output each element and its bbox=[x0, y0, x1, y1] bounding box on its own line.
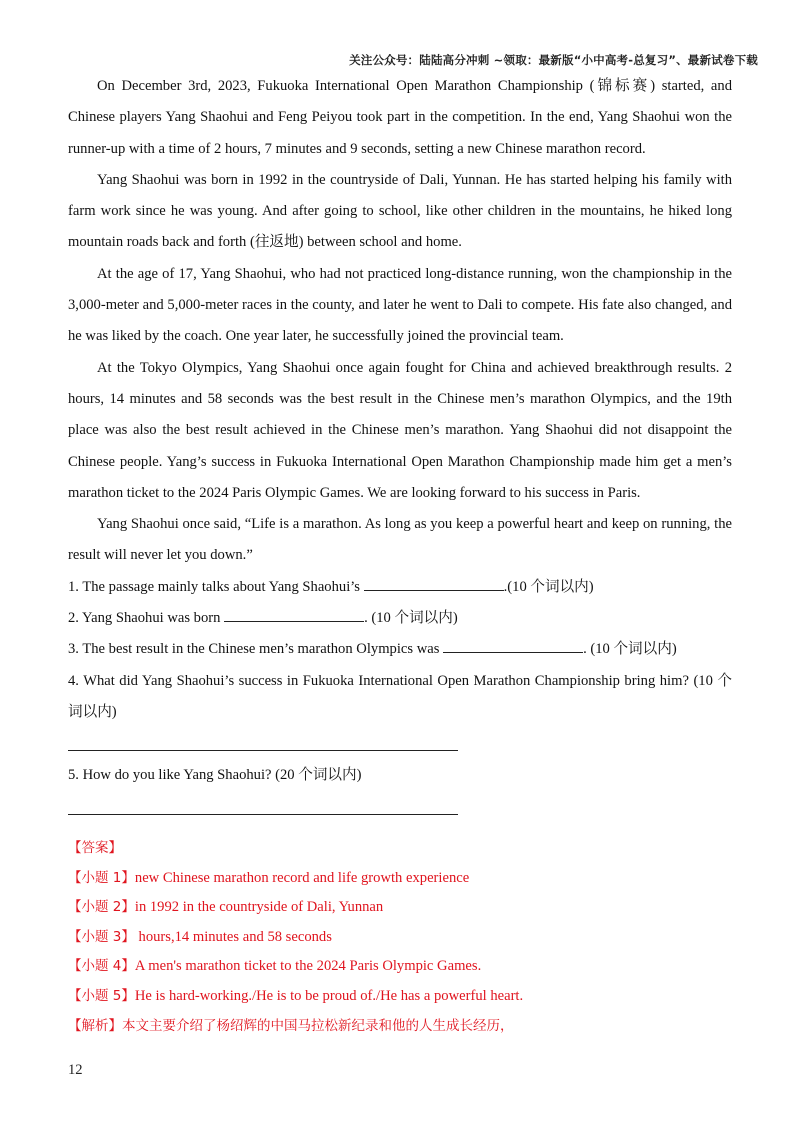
answer-2-text: in 1992 in the countryside of Dali, Yunnan bbox=[134, 899, 384, 916]
answer-5 bbox=[68, 982, 732, 1012]
page-header: 关注公众号：陆陆高分冲刺 ~领取：最新版“小中高考-总复习”、最新试卷下载 bbox=[349, 53, 758, 67]
answer-heading bbox=[68, 834, 732, 864]
question-3-blank[interactable] bbox=[443, 637, 583, 653]
answer-heading-text: 【答案】 bbox=[68, 840, 122, 856]
analysis-tag: 【解析】 bbox=[68, 1017, 122, 1034]
answer-5-tag: 【小题 5】 bbox=[68, 987, 135, 1004]
answer-4-tag: 【小题 4】 bbox=[68, 958, 135, 975]
answer-3-text: hours,14 minutes and 58 seconds bbox=[134, 928, 332, 945]
question-2 bbox=[68, 603, 732, 634]
passage bbox=[68, 71, 732, 824]
answer-3-tag: 【小题 3】 bbox=[68, 928, 135, 945]
question-1-limit: .(10 个词以内) bbox=[503, 578, 594, 595]
answer-1-tag: 【小题 1】 bbox=[68, 869, 135, 886]
question-3-limit: . (10 个词以内) bbox=[583, 641, 677, 658]
paragraph-2: Yang Shaohui was born in 1992 in the countryside of Dali, Yunnan. He has started helping his family with farm work since he was young. And after going to school, like other children in the mountains, he hiked long mountain roads back and forth (往返地) between school and home. bbox=[68, 171, 732, 251]
question-4-answer-line[interactable] bbox=[68, 728, 458, 751]
answer-5-text: He is hard-working./He is to be proud of./He has a powerful heart. bbox=[134, 987, 524, 1004]
paragraph-3: At the age of 17, Yang Shaohui, who had not practiced long-distance running, won the championship in the 3,000-meter and 5,000-meter races in the county, and later he went to Dali to compete. His fate also changed, and he was liked by the coach. One year later, he successfully joined the provincial team. bbox=[68, 265, 732, 345]
question-3 bbox=[68, 634, 732, 665]
answer-section bbox=[68, 834, 732, 1041]
question-1-text: 1. The passage mainly talks about Yang Shaohui’s bbox=[68, 578, 364, 595]
paragraph-5: Yang Shaohui once said, “Life is a marathon. As long as you keep a powerful heart and keep on running, the result will never let you down.” bbox=[68, 516, 732, 564]
answer-4-text: A men's marathon ticket to the 2024 Paris Olympic Games. bbox=[134, 958, 482, 975]
question-2-blank[interactable] bbox=[224, 606, 364, 622]
question-5-text: 5. How do you like Yang Shaohui? (20 个词以内) bbox=[68, 767, 362, 784]
question-1-blank[interactable] bbox=[364, 575, 504, 591]
answer-3 bbox=[68, 923, 732, 953]
analysis bbox=[68, 1012, 732, 1042]
answer-4 bbox=[68, 952, 732, 982]
answer-1 bbox=[68, 864, 732, 894]
question-5 bbox=[68, 760, 732, 791]
question-5-answer-line[interactable] bbox=[68, 792, 458, 815]
answer-1-text: new Chinese marathon record and life growth experience bbox=[134, 869, 470, 886]
question-1 bbox=[68, 572, 732, 603]
answer-2 bbox=[68, 893, 732, 923]
question-4-text: 4. What did Yang Shaohui’s success in Fukuoka International Open Marathon Championship bring him? (10 个词以内) bbox=[68, 672, 732, 720]
paragraph-1: On December 3rd, 2023, Fukuoka International Open Marathon Championship (锦标赛) started, and Chinese players Yang Shaohui and Feng Peiyou took part in the competition. In the end, Yang Shaohui won the runner-up with a time of 2 hours, 7 minutes and 9 seconds, setting a new Chinese marathon record. bbox=[68, 78, 732, 157]
answer-2-tag: 【小题 2】 bbox=[68, 899, 135, 916]
question-3-text: 3. The best result in the Chinese men’s marathon Olympics was bbox=[68, 641, 444, 658]
question-2-text: 2. Yang Shaohui was born bbox=[68, 610, 225, 627]
page-number: 12 bbox=[68, 1062, 83, 1078]
question-4 bbox=[68, 666, 732, 729]
analysis-text: 本文主要介绍了杨绍辉的中国马拉松新纪录和他的人生成长经历， bbox=[122, 1017, 514, 1034]
question-2-limit: . (10 个词以内) bbox=[364, 610, 458, 627]
paragraph-4: At the Tokyo Olympics, Yang Shaohui once again fought for China and achieved breakthrough results. 2 hours, 14 minutes and 58 seconds was the best result in the Chinese men’s marathon Olympics, and the 19th place was also the best result achieved in the Chinese men’s marathon. Yang Shaohui did not disappoint the Chinese people. Yang’s success in Fukuoka International Open Marathon Championship made him get a men’s marathon ticket to the 2024 Paris Olympic Games. We are looking forward to his success in Paris. bbox=[68, 359, 732, 501]
